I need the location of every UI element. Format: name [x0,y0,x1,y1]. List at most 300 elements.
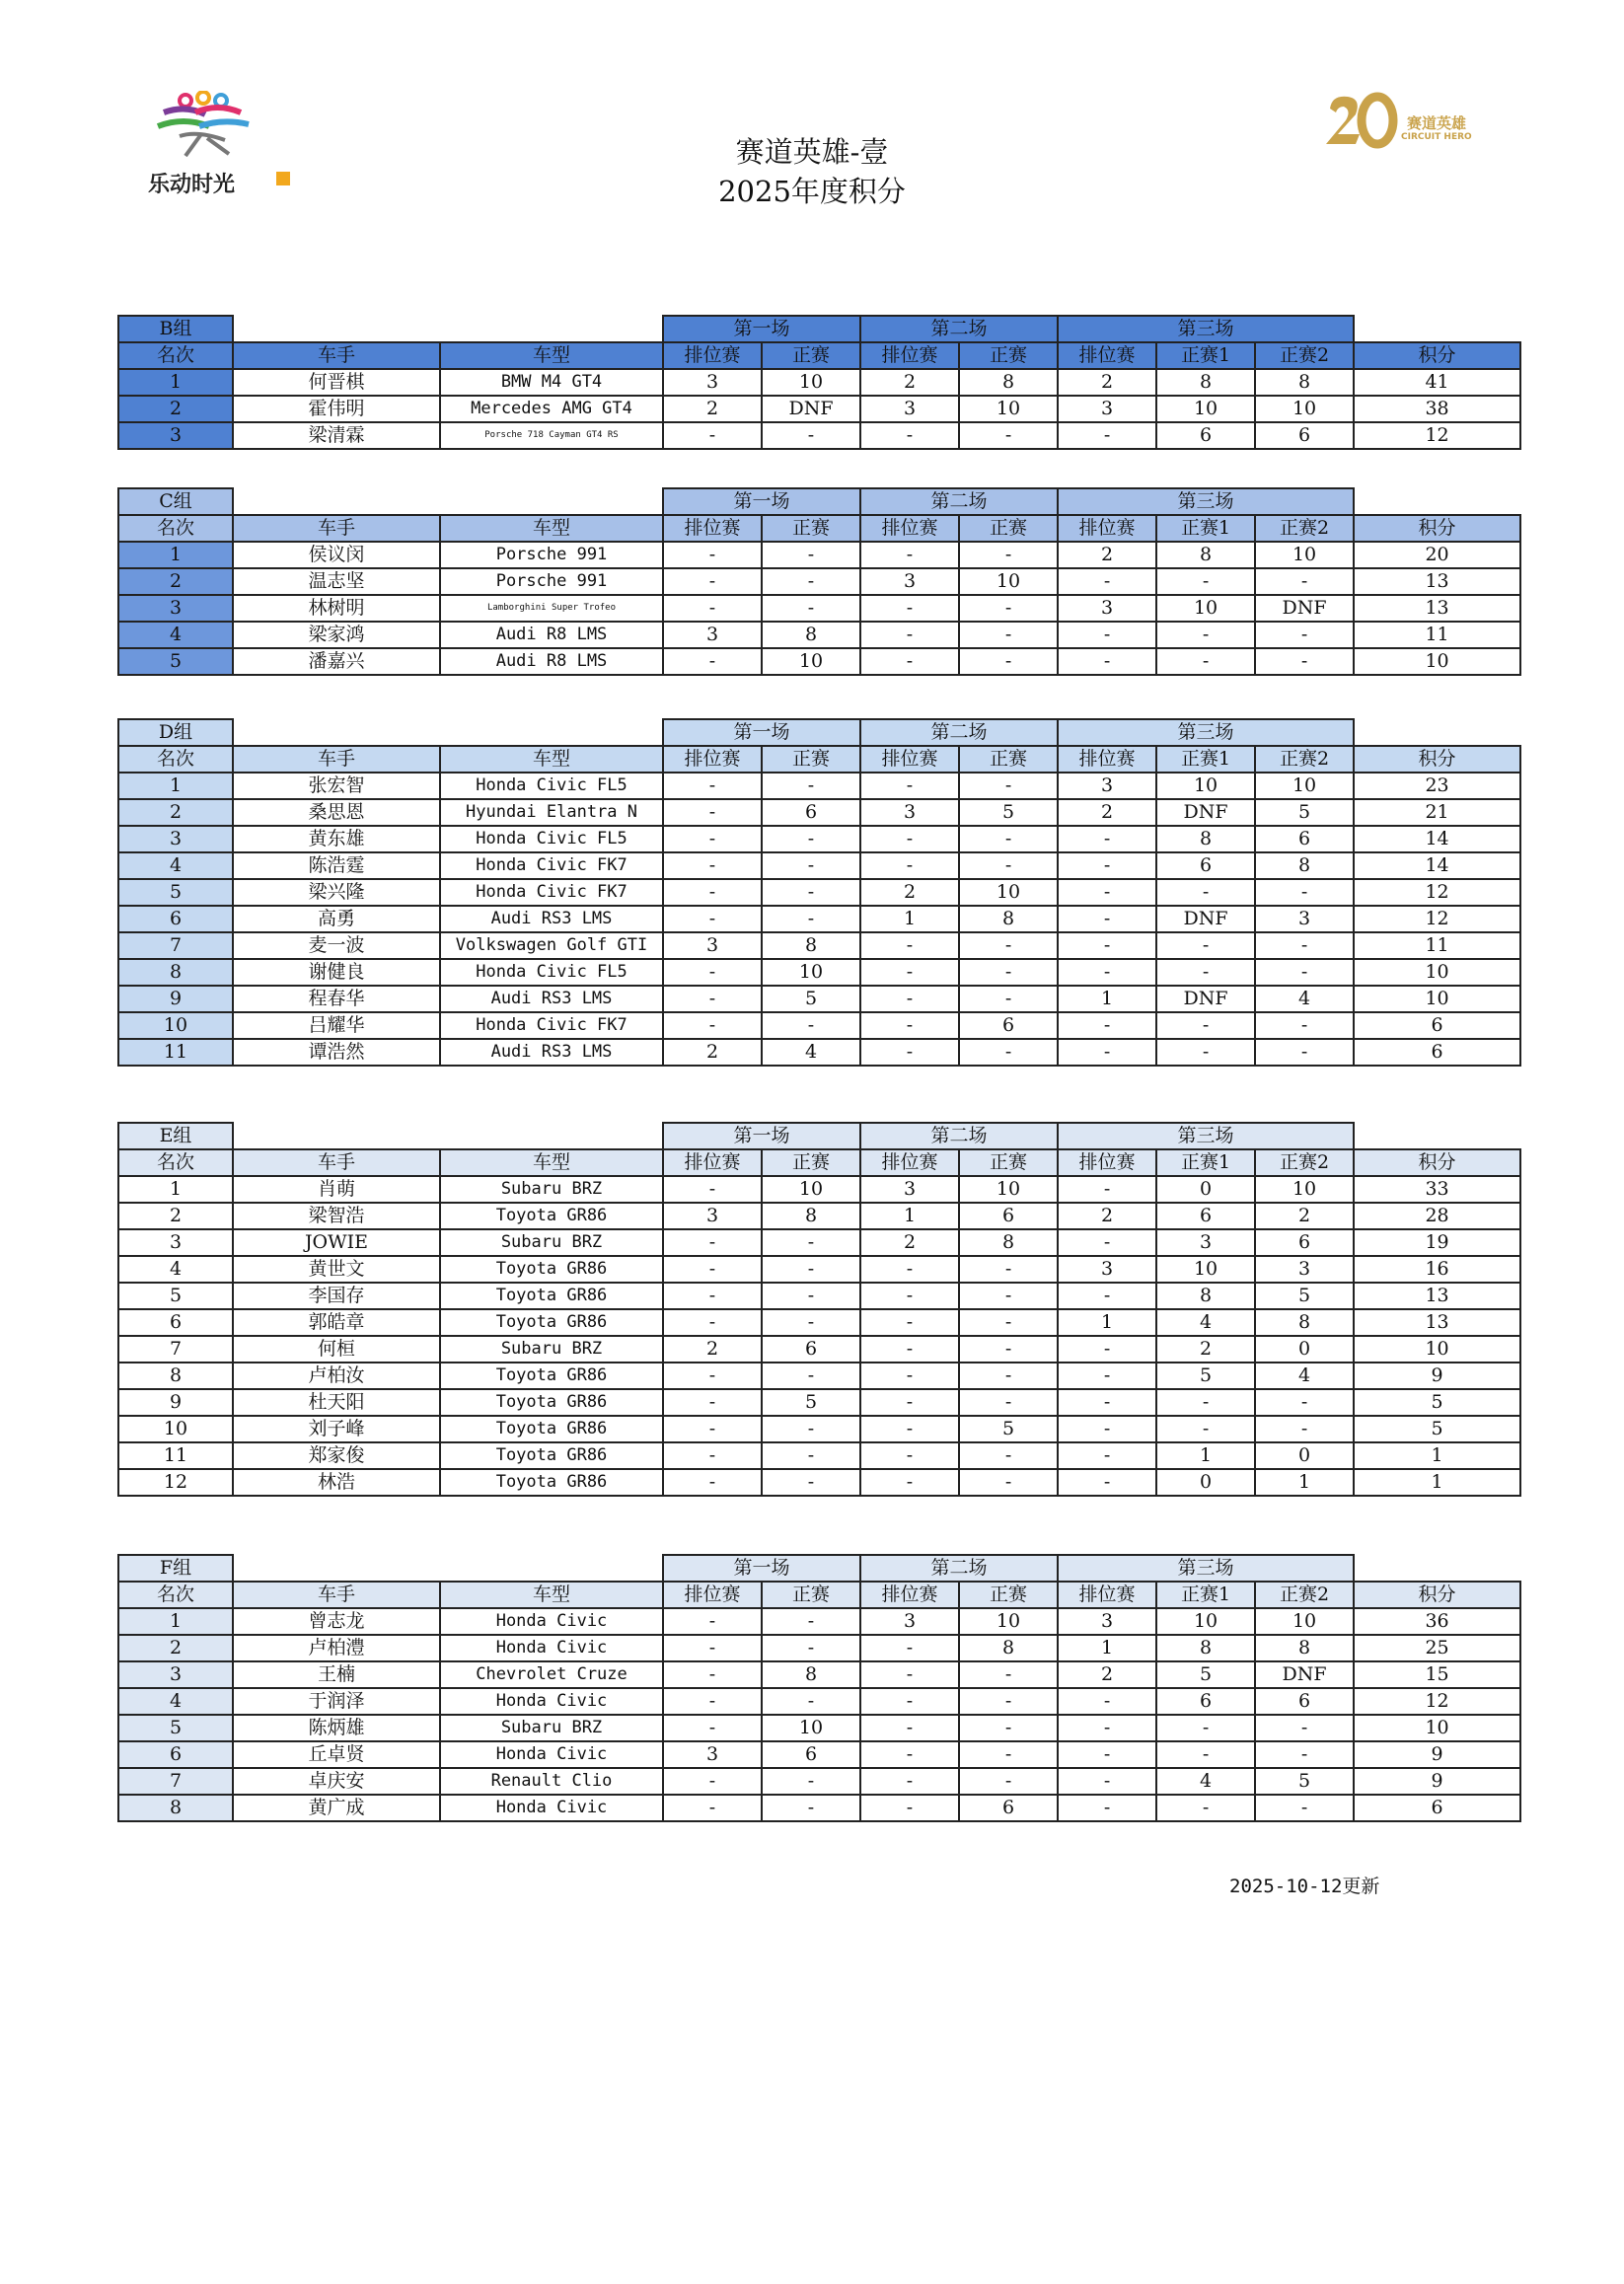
car-cell: Toyota GR86 [440,1203,663,1229]
race-3-qual-cell: - [1058,1363,1156,1389]
race-3-qual-cell: 2 [1058,542,1156,568]
points-header: 积分 [1354,515,1520,542]
race-3-qual-cell: - [1058,568,1156,595]
race-3-race-1-cell: 4 [1156,1309,1255,1336]
race-3-race-2-cell: - [1255,1741,1354,1768]
race-1-qual-cell: - [663,1256,762,1283]
car-header: 车型 [440,515,663,542]
race-1-qual-cell: - [663,986,762,1012]
race-2-race-cell: 5 [959,799,1058,826]
updated-note: 2025-10-12更新 [1229,1876,1380,1897]
race-3-qual-header: 排位赛 [1058,1582,1156,1608]
car-cell: Honda Civic FK7 [440,1012,663,1039]
table-row [118,1608,1520,1635]
driver-header: 车手 [233,1582,440,1608]
rank-cell: 5 [118,648,233,675]
group-label: C组 [118,488,233,515]
rank-cell: 2 [118,396,233,422]
race-1-race-cell: - [762,1635,860,1661]
driver-cell: 卢柏澧 [233,1635,440,1661]
rank-cell: 7 [118,1336,233,1363]
rank-cell: 10 [118,1012,233,1039]
header-spacer [1354,719,1520,746]
group-label: E组 [118,1123,233,1149]
rank-cell: 9 [118,1389,233,1416]
driver-cell: 谢健良 [233,959,440,986]
race-3-race-2-cell: - [1255,1039,1354,1066]
car-cell: Honda Civic FL5 [440,826,663,852]
race-3-race-1-cell: 10 [1156,396,1255,422]
race-3-race-2-cell: 5 [1255,799,1354,826]
points-cell: 1 [1354,1442,1520,1469]
driver-cell: 卢柏汝 [233,1363,440,1389]
rank-cell: 3 [118,1661,233,1688]
rank-cell: 7 [118,1768,233,1795]
race-1-qual-cell: - [663,1768,762,1795]
car-cell: Porsche 991 [440,568,663,595]
table-row [118,986,1520,1012]
race-3-race-1-cell: 8 [1156,826,1255,852]
race-2-header: 第二场 [860,719,1058,746]
car-cell: Honda Civic FK7 [440,879,663,906]
race-2-qual-cell: 3 [860,1176,959,1203]
race-2-race-cell: 10 [959,568,1058,595]
race-3-race-1-cell: 6 [1156,852,1255,879]
race-3-header: 第三场 [1058,1555,1354,1582]
rank-cell: 11 [118,1442,233,1469]
race-2-qual-cell: - [860,422,959,449]
race-3-race-1-cell: 8 [1156,369,1255,396]
table-row [118,1203,1520,1229]
race-1-qual-cell: - [663,1469,762,1496]
race-2-header: 第二场 [860,1555,1058,1582]
race-3-qual-cell: - [1058,959,1156,986]
race-3-qual-cell: 3 [1058,1608,1156,1635]
points-cell: 15 [1354,1661,1520,1688]
points-cell: 12 [1354,906,1520,932]
car-cell: BMW M4 GT4 [440,369,663,396]
race-3-qual-cell: - [1058,1039,1156,1066]
rank-header: 名次 [118,746,233,773]
table-row [118,799,1520,826]
race-2-race-cell: 10 [959,396,1058,422]
table-row [118,1416,1520,1442]
race-3-race-1-cell: 5 [1156,1661,1255,1688]
race-3-race-1-header: 正赛1 [1156,1582,1255,1608]
race-1-qual-cell: - [663,648,762,675]
race-3-race-2-cell: 6 [1255,826,1354,852]
race-2-qual-cell: - [860,1039,959,1066]
race-1-qual-cell: - [663,1688,762,1715]
race-2-race-cell: - [959,932,1058,959]
race-1-qual-header: 排位赛 [663,746,762,773]
driver-cell: 黄东雄 [233,826,440,852]
race-3-race-2-cell: DNF [1255,595,1354,622]
driver-header: 车手 [233,342,440,369]
race-1-qual-cell: - [663,1416,762,1442]
race-2-race-header: 正赛 [959,1149,1058,1176]
race-1-race-cell: 8 [762,1203,860,1229]
race-2-qual-cell: - [860,932,959,959]
race-2-qual-cell: - [860,1256,959,1283]
race-1-qual-cell: - [663,1608,762,1635]
points-cell: 28 [1354,1203,1520,1229]
rank-cell: 1 [118,542,233,568]
race-3-race-2-cell: 3 [1255,906,1354,932]
race-3-qual-cell: - [1058,826,1156,852]
race-1-qual-cell: - [663,852,762,879]
table-row [118,1715,1520,1741]
race-2-qual-header: 排位赛 [860,515,959,542]
table-row [118,1012,1520,1039]
race-header-row [118,316,1520,342]
race-3-race-2-cell: - [1255,1012,1354,1039]
race-1-qual-cell: - [663,906,762,932]
car-cell: Chevrolet Cruze [440,1661,663,1688]
race-2-race-cell: - [959,1283,1058,1309]
table-row [118,1661,1520,1688]
race-3-race-2-cell: - [1255,1389,1354,1416]
car-cell: Honda Civic [440,1635,663,1661]
race-2-race-cell: - [959,595,1058,622]
race-3-race-2-header: 正赛2 [1255,1582,1354,1608]
race-3-qual-cell: - [1058,1229,1156,1256]
driver-cell: JOWIE [233,1229,440,1256]
race-1-race-cell: - [762,542,860,568]
car-header: 车型 [440,746,663,773]
race-3-qual-cell: - [1058,1416,1156,1442]
header-spacer [1354,316,1520,342]
race-3-race-1-header: 正赛1 [1156,1149,1255,1176]
race-1-race-cell: - [762,1012,860,1039]
driver-cell: 黄世文 [233,1256,440,1283]
race-3-header: 第三场 [1058,719,1354,746]
race-1-qual-cell: - [663,595,762,622]
driver-cell: 丘卓贤 [233,1741,440,1768]
race-1-qual-cell: - [663,1661,762,1688]
race-3-race-2-cell: 8 [1255,369,1354,396]
race-header-row [118,1555,1520,1582]
race-1-qual-cell: 2 [663,1039,762,1066]
race-2-race-cell: 6 [959,1203,1058,1229]
table-row [118,1256,1520,1283]
group-table-c [117,487,1521,676]
race-3-race-2-header: 正赛2 [1255,515,1354,542]
race-3-race-2-header: 正赛2 [1255,746,1354,773]
points-cell: 10 [1354,986,1520,1012]
race-1-race-cell: 5 [762,1389,860,1416]
race-3-qual-cell: - [1058,906,1156,932]
race-2-qual-cell: 3 [860,568,959,595]
driver-cell: 卓庆安 [233,1768,440,1795]
race-3-race-2-header: 正赛2 [1255,1149,1354,1176]
race-2-race-cell: - [959,648,1058,675]
race-1-qual-cell: - [663,542,762,568]
race-2-qual-cell: 2 [860,1229,959,1256]
race-3-race-2-cell: 0 [1255,1442,1354,1469]
car-cell: Subaru BRZ [440,1336,663,1363]
race-3-race-1-cell: 1 [1156,1442,1255,1469]
race-3-race-1-cell: 10 [1156,773,1255,799]
race-1-qual-cell: - [663,879,762,906]
points-cell: 16 [1354,1256,1520,1283]
car-cell: Toyota GR86 [440,1256,663,1283]
race-3-race-2-cell: - [1255,1416,1354,1442]
race-3-race-1-cell: DNF [1156,906,1255,932]
header-spacer [233,488,663,515]
table-row [118,852,1520,879]
rank-cell: 9 [118,986,233,1012]
points-cell: 9 [1354,1741,1520,1768]
car-cell: Audi RS3 LMS [440,1039,663,1066]
race-3-race-2-cell: 6 [1255,1229,1354,1256]
race-1-race-cell: - [762,1688,860,1715]
race-3-race-1-cell: - [1156,1012,1255,1039]
driver-cell: 张宏智 [233,773,440,799]
race-3-qual-header: 排位赛 [1058,515,1156,542]
group-label: D组 [118,719,233,746]
car-cell: Honda Civic [440,1688,663,1715]
race-2-qual-cell: - [860,1768,959,1795]
race-1-header: 第一场 [663,1555,860,1582]
race-1-race-cell: - [762,1768,860,1795]
race-1-race-cell: - [762,1795,860,1821]
race-3-qual-cell: - [1058,1795,1156,1821]
race-2-race-cell: - [959,1389,1058,1416]
race-1-race-cell: - [762,422,860,449]
rank-cell: 7 [118,932,233,959]
rank-cell: 5 [118,1715,233,1741]
table-row [118,773,1520,799]
table-row [118,648,1520,675]
race-2-qual-cell: - [860,1012,959,1039]
race-3-race-2-cell: 8 [1255,1309,1354,1336]
car-cell: Porsche 718 Cayman GT4 RS [440,422,663,449]
rank-cell: 10 [118,1416,233,1442]
points-cell: 33 [1354,1176,1520,1203]
car-cell: Honda Civic [440,1608,663,1635]
race-3-race-1-cell: 8 [1156,542,1255,568]
table-row [118,396,1520,422]
race-3-race-1-cell: 5 [1156,1363,1255,1389]
rank-cell: 6 [118,1309,233,1336]
race-3-qual-cell: - [1058,932,1156,959]
race-3-race-1-cell: 10 [1156,1608,1255,1635]
race-1-qual-cell: - [663,1442,762,1469]
car-cell: Subaru BRZ [440,1176,663,1203]
race-3-qual-cell: - [1058,422,1156,449]
race-2-race-header: 正赛 [959,515,1058,542]
race-2-qual-cell: - [860,1336,959,1363]
race-1-race-cell: - [762,568,860,595]
race-1-race-cell: - [762,879,860,906]
race-3-race-2-cell: 10 [1255,542,1354,568]
table-row [118,1309,1520,1336]
race-2-race-cell: 5 [959,1416,1058,1442]
race-2-race-cell: 6 [959,1795,1058,1821]
race-2-qual-cell: - [860,1688,959,1715]
race-3-race-2-cell: 6 [1255,422,1354,449]
race-3-race-2-cell: 10 [1255,1608,1354,1635]
rank-cell: 2 [118,799,233,826]
rank-header: 名次 [118,1582,233,1608]
race-2-qual-header: 排位赛 [860,342,959,369]
race-2-qual-cell: 1 [860,906,959,932]
race-2-qual-cell: - [860,1661,959,1688]
race-1-qual-cell: - [663,1363,762,1389]
race-2-qual-cell: 3 [860,396,959,422]
table-row [118,568,1520,595]
points-cell: 1 [1354,1469,1520,1496]
logo-left-text: 乐动时光 [148,172,236,197]
driver-cell: 吕耀华 [233,1012,440,1039]
race-1-qual-cell: 3 [663,1741,762,1768]
logo-right-text: 赛道英雄 [1407,114,1467,132]
race-2-qual-cell: - [860,595,959,622]
rank-cell: 8 [118,959,233,986]
race-3-race-2-cell: 3 [1255,1256,1354,1283]
rank-cell: 1 [118,773,233,799]
race-2-qual-cell: 3 [860,799,959,826]
race-3-qual-cell: 2 [1058,1203,1156,1229]
race-3-qual-cell: 3 [1058,773,1156,799]
race-3-race-1-cell: 3 [1156,1229,1255,1256]
table-row [118,422,1520,449]
race-3-race-2-cell: 8 [1255,852,1354,879]
race-3-qual-cell: - [1058,1688,1156,1715]
rank-cell: 4 [118,622,233,648]
car-cell: Subaru BRZ [440,1229,663,1256]
race-1-qual-cell: - [663,422,762,449]
race-3-race-2-cell: - [1255,879,1354,906]
race-2-qual-cell: - [860,986,959,1012]
points-cell: 12 [1354,879,1520,906]
race-1-qual-cell: - [663,1715,762,1741]
race-3-qual-cell: - [1058,852,1156,879]
race-2-race-cell: - [959,1688,1058,1715]
race-3-qual-cell: 1 [1058,986,1156,1012]
race-1-race-header: 正赛 [762,515,860,542]
race-1-header: 第一场 [663,316,860,342]
race-2-qual-cell: - [860,826,959,852]
points-cell: 41 [1354,369,1520,396]
race-1-qual-cell: - [663,799,762,826]
points-cell: 10 [1354,959,1520,986]
logo-right-subtext: CIRCUIT HERO [1401,132,1472,142]
race-3-qual-cell: - [1058,1389,1156,1416]
header-spacer [233,1123,663,1149]
rank-cell: 12 [118,1469,233,1496]
rank-header: 名次 [118,515,233,542]
race-3-race-1-cell: - [1156,568,1255,595]
race-1-race-header: 正赛 [762,342,860,369]
table-row [118,1283,1520,1309]
race-1-race-cell: 10 [762,1176,860,1203]
driver-cell: 林浩 [233,1469,440,1496]
race-2-qual-cell: 1 [860,1203,959,1229]
race-1-qual-cell: - [663,1176,762,1203]
race-3-race-2-cell: 6 [1255,1688,1354,1715]
race-3-race-1-cell: - [1156,1416,1255,1442]
race-3-race-1-cell: 8 [1156,1635,1255,1661]
race-1-qual-cell: - [663,568,762,595]
race-3-race-1-cell: 0 [1156,1469,1255,1496]
race-3-qual-header: 排位赛 [1058,1149,1156,1176]
race-2-race-cell: 8 [959,1635,1058,1661]
race-3-qual-cell: 3 [1058,1256,1156,1283]
points-cell: 5 [1354,1389,1520,1416]
driver-cell: 梁兴隆 [233,879,440,906]
race-2-header: 第二场 [860,488,1058,515]
race-2-race-cell: - [959,1768,1058,1795]
race-3-race-2-cell: 5 [1255,1283,1354,1309]
race-3-race-1-cell: - [1156,1715,1255,1741]
points-header: 积分 [1354,1149,1520,1176]
race-3-race-1-cell: - [1156,1039,1255,1066]
race-2-qual-cell: - [860,1795,959,1821]
race-header-row [118,488,1520,515]
rank-cell: 8 [118,1363,233,1389]
driver-cell: 潘嘉兴 [233,648,440,675]
race-1-qual-header: 排位赛 [663,1149,762,1176]
race-1-qual-cell: 3 [663,369,762,396]
car-cell: Mercedes AMG GT4 [440,396,663,422]
race-2-qual-header: 排位赛 [860,1582,959,1608]
table-row [118,595,1520,622]
race-1-race-cell: 5 [762,986,860,1012]
race-2-qual-cell: - [860,773,959,799]
driver-cell: 梁家鸿 [233,622,440,648]
race-2-qual-cell: - [860,1309,959,1336]
race-2-header: 第二场 [860,316,1058,342]
table-row [118,932,1520,959]
race-1-qual-cell: 3 [663,1203,762,1229]
race-3-qual-cell: - [1058,1741,1156,1768]
race-2-race-cell: - [959,1715,1058,1741]
car-cell: Honda Civic [440,1795,663,1821]
race-3-qual-cell: - [1058,1768,1156,1795]
race-3-race-2-cell: - [1255,648,1354,675]
column-header-row [118,1149,1520,1176]
race-1-race-header: 正赛 [762,746,860,773]
points-cell: 21 [1354,799,1520,826]
driver-header: 车手 [233,746,440,773]
driver-cell: 曾志龙 [233,1608,440,1635]
points-cell: 13 [1354,1309,1520,1336]
group-table-f [117,1554,1521,1822]
header-spacer [1354,1555,1520,1582]
rank-cell: 2 [118,568,233,595]
race-3-race-1-header: 正赛1 [1156,342,1255,369]
race-3-race-1-header: 正赛1 [1156,515,1255,542]
race-3-race-1-cell: 10 [1156,595,1255,622]
points-cell: 20 [1354,542,1520,568]
driver-cell: 陈浩霆 [233,852,440,879]
race-1-race-cell: - [762,1442,860,1469]
table-row [118,1768,1520,1795]
points-cell: 25 [1354,1635,1520,1661]
driver-cell: 王楠 [233,1661,440,1688]
race-3-race-2-cell: - [1255,568,1354,595]
race-3-race-1-cell: 6 [1156,422,1255,449]
race-1-qual-cell: - [663,959,762,986]
race-2-race-cell: - [959,1336,1058,1363]
race-3-qual-cell: - [1058,1469,1156,1496]
race-3-race-2-cell: - [1255,959,1354,986]
points-cell: 5 [1354,1416,1520,1442]
race-1-race-cell: 8 [762,622,860,648]
race-2-qual-cell: - [860,542,959,568]
